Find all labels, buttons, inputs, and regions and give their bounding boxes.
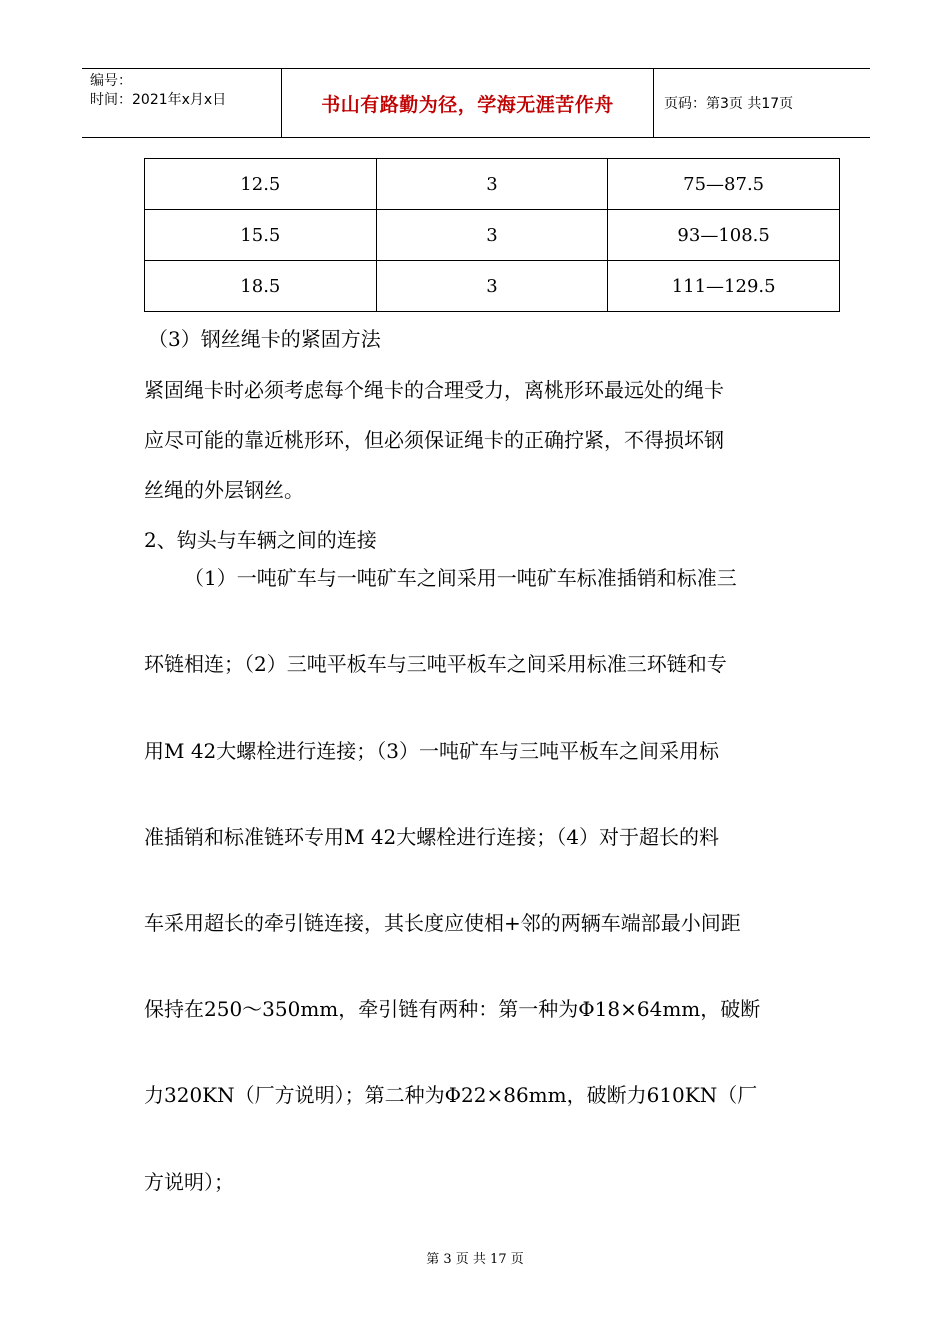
table-cell: 3 [376,210,608,261]
document-date: 时间：2021年x月x日 [90,92,227,108]
document-number-label: 编号： [90,73,132,89]
spec-table [144,158,840,312]
paragraph-line: 丝绳的外层钢丝。 [144,478,304,502]
header-motto-cell [282,69,654,137]
table-cell: 75—87.5 [608,159,840,210]
header-meta [82,69,282,137]
section-heading: 2、钩头与车辆之间的连接 [144,528,377,552]
paragraph-line: 车采用超长的牵引链连接，其长度应使相+邻的两辆车端部最小间距 [144,911,741,935]
paragraph-line: 应尽可能的靠近桃形环，但必须保证绳卡的正确拧紧，不得损坏钢 [144,428,724,452]
page-header [82,68,870,138]
table-row [145,159,840,210]
paragraph-line: 准插销和标准链环专用M 42大螺栓进行连接；（4）对于超长的料 [144,825,720,849]
paragraph-line: 保持在250～350mm，牵引链有两种：第一种为Φ18×64mm，破断 [144,997,761,1021]
header-page-code: 页码：第3页 共17页 [664,96,794,112]
table-cell: 15.5 [145,210,377,261]
table-cell: 93—108.5 [608,210,840,261]
header-motto: 书山有路勤为径，学海无涯苦作舟 [321,93,614,116]
page-footer: 第 3 页 共 17 页 [426,1252,524,1267]
paragraph-line: 紧固绳卡时必须考虑每个绳卡的合理受力，离桃形环最远处的绳卡 [144,378,724,402]
table-cell: 111—129.5 [608,261,840,312]
table-cell: 18.5 [145,261,377,312]
paragraph-line: 环链相连；（2）三吨平板车与三吨平板车之间采用标准三环链和专 [144,652,727,676]
header-page-code-cell [654,69,870,137]
table-row [145,261,840,312]
paragraph-line: 用M 42大螺栓进行连接；（3）一吨矿车与三吨平板车之间采用标 [144,739,720,763]
paragraph-line: （1）一吨矿车与一吨矿车之间采用一吨矿车标准插销和标准三 [184,566,737,590]
paragraph-line: 力320KN（厂方说明）；第二种为Φ22×86mm，破断力610KN（厂 [144,1083,758,1107]
table-row [145,210,840,261]
section-heading: （3）钢丝绳卡的紧固方法 [148,327,381,351]
paragraph-line: 方说明）； [144,1170,234,1194]
table-cell: 3 [376,261,608,312]
table-cell: 3 [376,159,608,210]
table-cell: 12.5 [145,159,377,210]
